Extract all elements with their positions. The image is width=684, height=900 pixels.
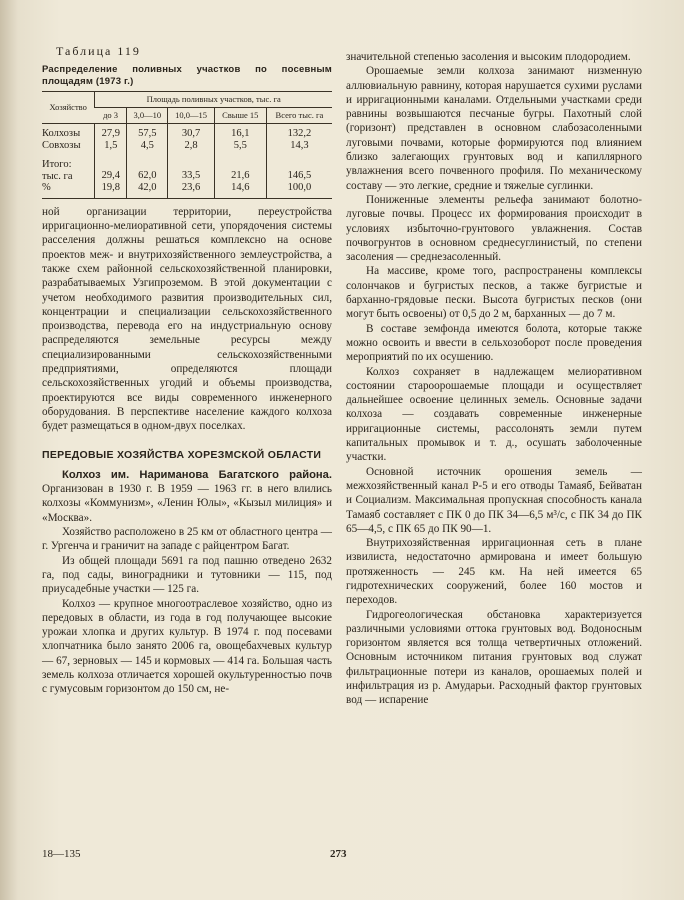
col-header: 10,0—15 xyxy=(168,108,214,124)
printer-signature: 18—135 xyxy=(42,848,81,860)
paragraph: В составе земфонда имеются болота, которые также можно освоить и ввести в сельхозоборот после проведения мероприятий по их осушению. xyxy=(346,322,642,364)
table-label: Таблица 119 xyxy=(56,44,141,58)
table-cell: 62,0 42,0 xyxy=(127,155,168,198)
paragraph: Пониженные элементы рельефа занимают болотно-луговые почвы. Процесс их формирования происходит в условиях избыточно-грунтового увлажнения. Состав почвогрунтов в основном среднесуглинистый, по степени засоления — среднезасоленный. xyxy=(346,193,642,264)
kolkhoz-intro: Организован в 1930 г. В 1959 — 1963 гг. в него влились колхозы «Коммунизм», «Ленин Юлы», «Кызыл милиция» и «Москва». xyxy=(42,483,332,524)
paragraph: Колхоз сохраняет в надлежащем мелиоративном состоянии староорошаемые площади и осуществляет дальнейшее освоение целинных земель. Основные задачи колхоза — создавать современные инженерные ирригационные системы, рассолонять земли путем капитальных промывок и т. д., осушать заболоченные участки. xyxy=(346,365,642,464)
distribution-table xyxy=(42,91,332,199)
table-row xyxy=(42,124,332,156)
table-row xyxy=(42,155,332,198)
table-cell: 33,5 23,6 xyxy=(168,155,214,198)
table-caption: Распределение поливных участков по посевным площадям (1973 г.) xyxy=(42,64,332,87)
row-label: Колхозы Совхозы xyxy=(42,128,81,151)
paragraph: Хозяйство расположено в 25 км от областного центра — г. Ургенча и граничит на западе с райцентром Багат. xyxy=(42,526,332,553)
paragraph: Основной источник орошения земель — межхозяйственный канал Р-5 и его отводы Тамаяб, Бейватан и Социализм. Максимальная пропускная способность канала Тамаяб составляет с ПК 0 до ПК 34—6,5 м³/с, с ПК 34 до ПК 65—4,5, с ПК 65 до ПК 90—1. xyxy=(346,465,642,535)
right-column xyxy=(346,50,642,708)
col-header: до 3 xyxy=(95,108,127,124)
table-cell: 146,5 100,0 xyxy=(266,155,332,198)
table-cell: 57,5 4,5 xyxy=(127,124,168,156)
col-header: Всего тыс. га xyxy=(266,108,332,124)
col-header: Свыше 15 xyxy=(214,108,266,124)
table-cell: 29,4 19,8 xyxy=(95,155,127,198)
col-header-group: Площадь поливных участков, тыс. га xyxy=(95,92,332,108)
left-column xyxy=(42,44,332,697)
section-heading: ПЕРЕДОВЫЕ ХОЗЯЙСТВА ХОРЕЗМСКОЙ ОБЛАСТИ xyxy=(42,448,322,461)
table-cell: 132,2 14,3 xyxy=(266,124,332,156)
paragraph: Орошаемые земли колхоза занимают низменную аллювиальную равнину, которая нарушается сухими руслами и ирригационными каналами. Отдельными участками среди равнины возвышаются песчаные бугры. Пахотный слой (горизонт) представлен в основном слабозасоленными луговыми почвами, которые формируются под влиянием близко залегающих грунтовых вод и капиллярного увлажнения всего почвенного профиля. По механическому составу — это легкие, средние и тяжелые суглинки. xyxy=(346,65,642,192)
col-header: 3,0—10 xyxy=(127,108,168,124)
table-cell: 21,6 14,6 xyxy=(214,155,266,198)
row-label: Итого: тыс. га % xyxy=(42,155,95,198)
page-number: 273 xyxy=(330,848,347,860)
paragraph: ной организации территории, переустройства ирригационно-мелиоративной сети, упорядочения системы расселения должны решаться комплексно на основе проектов меж- и внутрихозяйственного землеустройства, а также схем районной сельскохозяйственной планировки, разрабатываемых Узгипроземом. В этой документации с учетом необходимого развития производительных сил, концентрации и специализации сельскохозяйственного производства, перевода его на индустриальную основу распределяются земельные ресурсы между специализированными сельскохозяйственными предприятиями, определяются площади сельскохозяйственных угодий и объемы производства, проектируются все виды современного инженерного оборудования. В перспективе население каждого колхоза будет размещаться в одном-двух поселках. xyxy=(42,205,332,433)
paragraph: значительной степенью засоления и высоким плодородием. xyxy=(346,51,631,63)
kolkhoz-name: Колхоз им. Нариманова Багатского района. xyxy=(62,468,332,481)
paragraph: На массиве, кроме того, распространены комплексы солончаков и бугристых песков, а также бугристые и барханно-грядовые пески. Высота бугристых песков (они могут быть освоены) от 0,5 до 2 м, барханных — до 7 м. xyxy=(346,265,642,321)
table-cell: 30,7 2,8 xyxy=(168,124,214,156)
table-cell: 16,1 5,5 xyxy=(214,124,266,156)
paragraph xyxy=(42,468,332,525)
table-cell: 27,9 1,5 xyxy=(95,124,127,156)
paragraph: Колхоз — крупное многоотраслевое хозяйство, одно из передовых в области, из года в год получающее высокие урожаи хлопка и других культур. В 1974 г. под посевами хлопчатника было занято 2006 га, овощебахчевых культур — 67, зерновых — 145 и кормовых — 414 га. Большая часть земель колхоза отличается хорошей окультуренностью почв с гумусовым горизонтом до 150 см, не- xyxy=(42,597,332,696)
paragraph: Гидрогеологическая обстановка характеризуется различными условиями оттока грунтовых вод. Водоносным горизонтом является вся толща четвертичных отложений. Основным источником питания грунтовых вод служат фильтрационные потери из каналов, орошаемых полей и инфильтрация из р. Амударьи. Расходный фактор грунтовых вод — испарение xyxy=(346,608,642,707)
col-header-farm: Хозяйство xyxy=(42,92,95,124)
paragraph: Внутрихозяйственная ирригационная сеть в плане извилиста, недостаточно армирована и имеет большую протяженность — 245 км. На ней имеется 65 гидротехнических сооружений, более 160 мостов и переходов. xyxy=(346,537,642,607)
paragraph: Из общей площади 5691 га под пашню отведено 2632 га, под сады, виноградники и тутовники — 115, под приусадебные участки — 125 га. xyxy=(42,554,332,596)
